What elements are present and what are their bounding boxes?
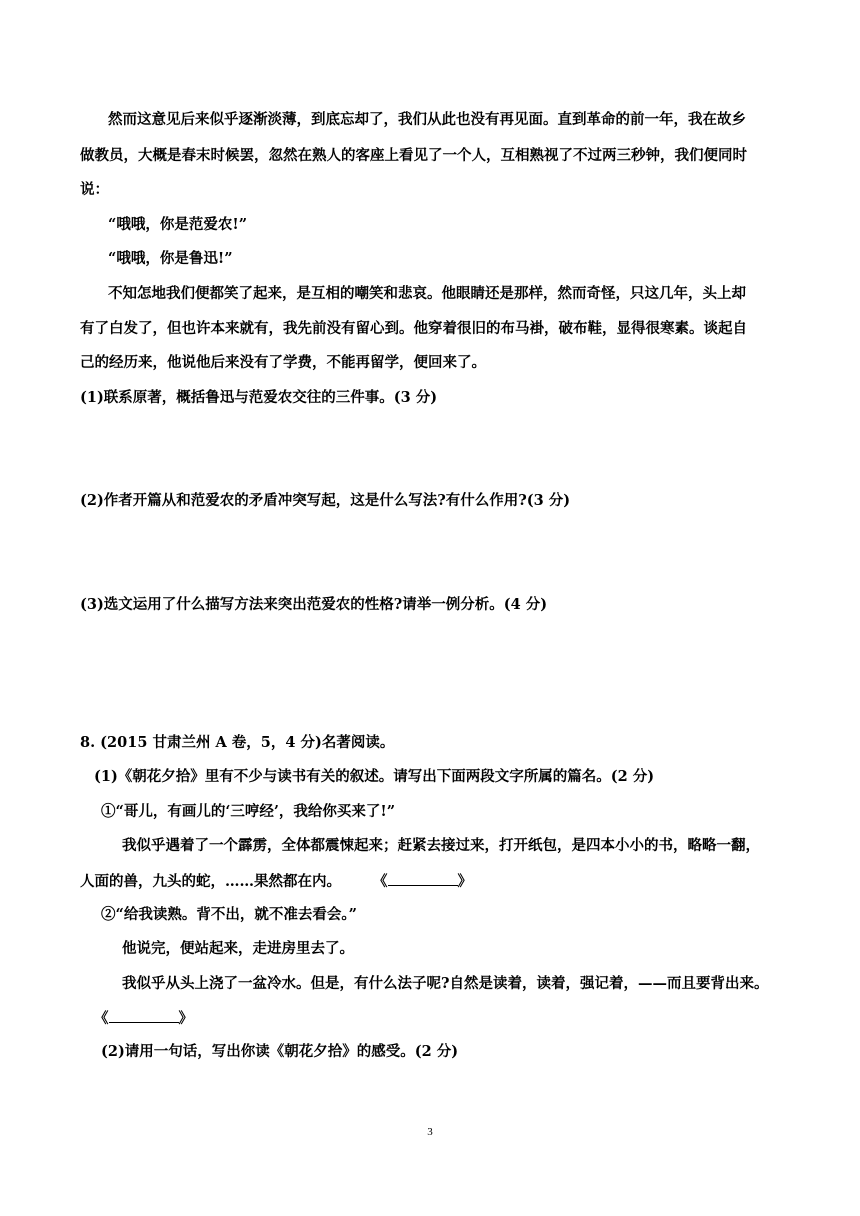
excerpt-2-quote: ②“给我读熟。背不出，就不准去看会。” <box>101 906 357 923</box>
answer-blank-1[interactable] <box>388 871 458 886</box>
question-8-header: 8. (2015 甘肃兰州 A 卷，5，4 分)名著阅读。 <box>80 734 395 751</box>
passage-line-5: 有了白发了，但也许本来就有，我先前没有留心到。他穿着很旧的布马褂，破布鞋，显得很寒素。谈起自 <box>80 320 747 337</box>
title-bracket-open: 《 <box>94 1010 109 1027</box>
excerpt-2-line-1: 他说完，便站起来，走进房里去了。 <box>122 940 354 957</box>
passage-line-1: 然而这意见后来似乎逐渐淡薄，到底忘却了，我们从此也没有再见面。直到革命的前一年，我在故乡 <box>108 111 746 128</box>
quote-lu-xun: “哦哦，你是鲁迅!” <box>108 250 233 267</box>
excerpt-1-quote: ①“哥儿，有画儿的‘三哼经’，我给你买来了!” <box>101 803 396 820</box>
passage-line-4: 不知怎地我们便都笑了起来，是互相的嘲笑和悲哀。他眼睛还是那样，然而奇怪，只这几年，头上却 <box>108 285 746 302</box>
question-8-1: (1)《朝花夕拾》里有不少与读书有关的叙述。请写出下面两段文字所属的篇名。(2 分) <box>94 768 655 785</box>
excerpt-1-text: 人面的兽，九头的蛇，……果然都在内。 <box>80 873 341 890</box>
question-7-3: (3)选文运用了什么描写方法来突出范爱农的性格?请举一例分析。(4 分) <box>80 596 548 613</box>
passage-line-2: 做教员，大概是春末时候罢，忽然在熟人的客座上看见了一个人，互相熟视了不过两三秒钟，我们便同时 <box>80 147 747 164</box>
question-8-2: (2)请用一句话，写出你读《朝花夕拾》的感受。(2 分) <box>101 1043 459 1060</box>
title-bracket-open: 《 <box>373 873 388 890</box>
title-bracket-close: 》 <box>457 873 472 890</box>
title-bracket-close: 》 <box>178 1010 193 1027</box>
excerpt-1-line-2 <box>80 871 472 892</box>
excerpt-1-line-1: 我似乎遇着了一个霹雳，全体都震悚起来；赶紧去接过来，打开纸包，是四本小小的书，略略一翻， <box>122 837 760 854</box>
question-7-2: (2)作者开篇从和范爱农的矛盾冲突写起，这是什么写法?有什么作用?(3 分) <box>80 492 571 509</box>
passage-line-6: 己的经历来，他说他后来没有了学费，不能再留学，便回来了。 <box>80 354 486 371</box>
excerpt-2-answer <box>94 1008 193 1029</box>
quote-fan-ainong: “哦哦，你是范爱农!” <box>108 216 248 233</box>
question-7-1: (1)联系原著，概括鲁迅与范爱农交往的三件事。(3 分) <box>80 389 438 406</box>
answer-blank-2[interactable] <box>109 1008 179 1023</box>
page-number: 3 <box>427 1126 433 1138</box>
passage-line-3: 说： <box>80 181 109 198</box>
excerpt-2-line-2: 我似乎从头上浇了一盆冷水。但是，有什么法子呢?自然是读着，读着，强记着，——而且要背出来。 <box>122 975 769 992</box>
